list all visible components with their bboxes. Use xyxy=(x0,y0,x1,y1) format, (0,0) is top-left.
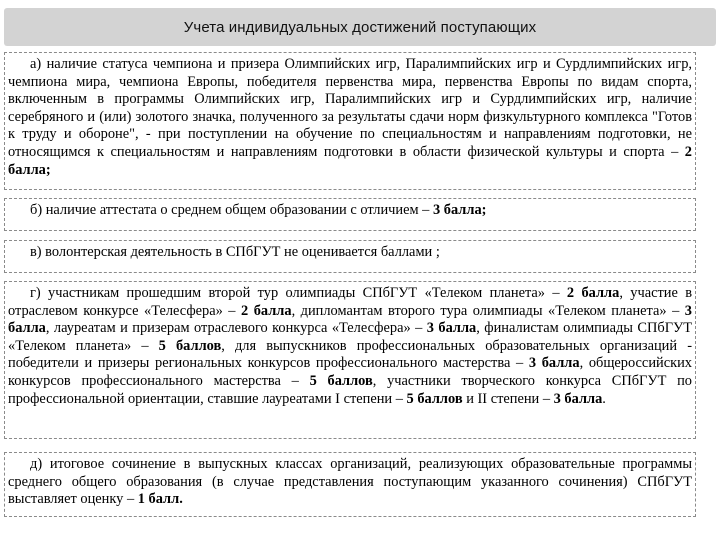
paragraph-d-score-6: 3 балла xyxy=(528,355,580,372)
paragraph-d-score-3: 3 балла xyxy=(8,302,692,337)
paragraph-b-text: б) наличие аттестата о среднем общем образовании с отличием – xyxy=(30,202,433,218)
paragraph-d-score-5: 5 баллов xyxy=(158,337,222,354)
paragraph-d-score-4: 3 балла xyxy=(426,320,477,337)
paragraph-c-text: в) волонтерская деятельность в СПбГУТ не оценивается баллами ; xyxy=(30,244,440,260)
paragraph-d-score-1: 2 балла xyxy=(566,285,620,301)
paragraph-b-score: 3 балла; xyxy=(432,202,487,218)
page-title: Учета индивидуальных достижений поступающих xyxy=(183,18,537,36)
paragraph-d-text-9: и II степени – xyxy=(462,390,554,407)
paragraph-e-score: 1 балл. xyxy=(137,491,183,508)
paragraph-d-text-2: , участие в отраслевом конкурсе «Телесфера» – xyxy=(8,285,692,319)
paragraph-e-text: д) итоговое сочинение в выпускных классах организаций, реализующих образовательные программы среднего общего образования (в случае представления поступающим указанного сочинения) СПбГУТ выставляет оценку – xyxy=(8,456,692,508)
paragraph-d-text-7: , общероссийских конкурсов профессионального мастерства – xyxy=(8,355,693,389)
paragraph-d-score-9: 3 балла xyxy=(553,390,603,407)
paragraph-e xyxy=(4,452,696,517)
paragraph-d-text-1: г) участникам прошедшим второй тур олимпиады СПбГУТ «Телеком планета» – xyxy=(30,285,567,301)
paragraph-d-text-6: , для выпускников профессиональных образовательных организаций - победители и призеры региональных конкурсов профессионального мастерства – xyxy=(8,337,692,372)
title-bar xyxy=(4,8,716,46)
paragraph-d-text-4: , лауреатам и призерам отраслевого конкурса «Телесфера» – xyxy=(45,320,427,337)
paragraph-b xyxy=(4,198,696,231)
paragraph-d-text-5: , финалистам олимпиады СПбГУТ «Телеком планета» – xyxy=(8,320,692,354)
paragraph-d-text-10: . xyxy=(602,390,606,407)
paragraph-a-score: 2 балла; xyxy=(8,143,692,178)
paragraph-a xyxy=(4,52,696,190)
paragraph-d-score-2: 2 балла xyxy=(241,302,292,319)
paragraph-a-text: а) наличие статуса чемпиона и призера Олимпийских игр, Паралимпийских игр и Сурдлимпийских игр, чемпиона мира, чемпиона Европы, победителя первенства мира, первенства Европы по видам спорта, включенным в программы Олимпийских игр, Паралимпийских игр и Сурдлимпийских игр, наличие серебряного и (или) золотого значка, полученного за результаты сдачи норм физкультурного комплекса "Готов к труду и обороне", - при поступлении на обучение по специальностям и направлениям подготовки, не относящимся к специальностям и направлениям подготовки в области физической культуры и спорта – xyxy=(8,56,692,160)
paragraph-c xyxy=(4,240,696,273)
paragraph-d-text-3: , дипломантам второго тура олимпиады «Телеком планета» – xyxy=(291,302,685,319)
paragraph-d-score-7: 5 баллов xyxy=(309,372,373,389)
paragraph-d xyxy=(4,281,696,439)
paragraph-d-score-8: 5 баллов xyxy=(406,390,463,407)
paragraph-d-text-8: , участники творческого конкурса СПбГУТ по профессиональной ориентации, ставшие лауреатами I степени – xyxy=(8,372,692,407)
